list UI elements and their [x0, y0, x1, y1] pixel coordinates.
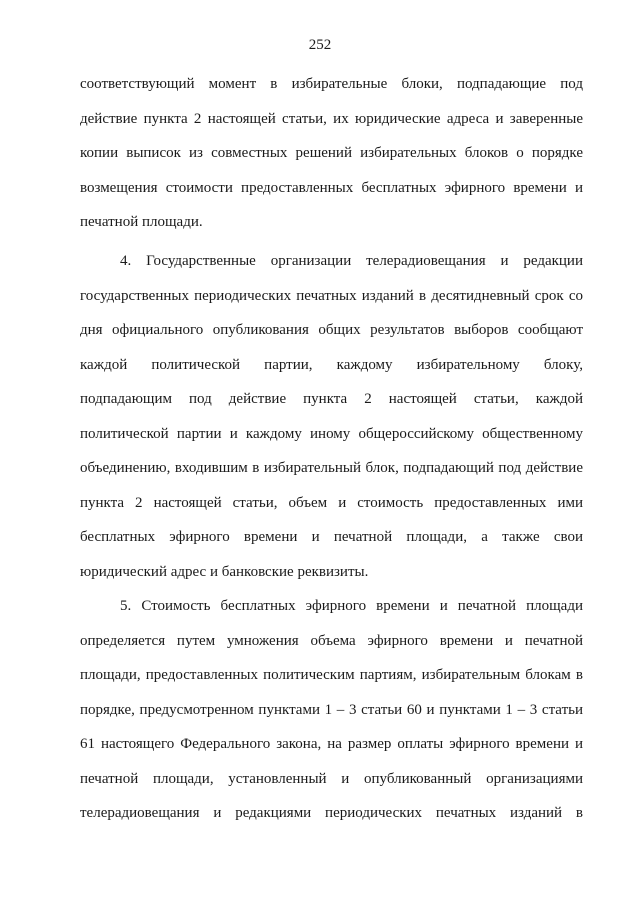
text-line: 5. Стоимость бесплатных эфирного времени и печатной площади [120, 598, 583, 614]
text-line: площади, предоставленных политическим партиям, избирательным блокам в [80, 667, 583, 683]
text-line: печатной площади. [80, 214, 203, 230]
text-line: пункта 2 настоящей статьи, объем и стоимость предоставленных ими [80, 494, 583, 511]
text-line: объединению, входившим в избирательный блок, подпадающий под действие [80, 460, 583, 476]
text-line: возмещения стоимости предоставленных бесплатных эфирного времени и [80, 179, 583, 196]
text-line: 61 настоящего Федерального закона, на размер оплаты эфирного времени и [80, 736, 583, 752]
text-line: государственных периодических печатных изданий в десятидневный срок со [80, 287, 583, 304]
text-line: соответствующий момент в избирательные блоки, подпадающие под [80, 76, 583, 92]
paragraph-item-4 [80, 248, 583, 593]
text-line: бесплатных эфирного времени и печатной площади, а также свои [80, 529, 583, 545]
text-line: 4. Государственные организации телерадиовещания и редакции [120, 253, 583, 269]
text-line: порядке, предусмотренном пунктами 1 – 3 статьи 60 и пунктами 1 – 3 статьи [80, 701, 583, 718]
text-line: копии выписок из совместных решений избирательных блоков о порядке [80, 145, 583, 161]
text-line: печатной площади, установленный и опубликованный организациями [80, 770, 583, 787]
text-line: дня официального опубликования общих результатов выборов сообщают [80, 322, 583, 338]
text-line: подпадающим под действие пункта 2 настоящей статьи, каждой [80, 391, 583, 407]
text-line: юридический адрес и банковские реквизиты. [80, 563, 369, 580]
text-line: телерадиовещания и редакциями периодических печатных изданий в [80, 805, 583, 821]
page-number: 252 [308, 37, 332, 53]
text-line: каждой политической партии, каждому избирательному блоку, [80, 356, 583, 373]
text-line: действие пункта 2 настоящей статьи, их юридические адреса и заверенные [80, 110, 583, 127]
paragraph-item-5 [80, 593, 583, 835]
text-line: политической партии и каждому иному общероссийскому общественному [80, 425, 583, 442]
paragraph-continuation [80, 71, 583, 244]
text-line: определяется путем умножения объема эфирного времени и печатной [80, 632, 583, 649]
